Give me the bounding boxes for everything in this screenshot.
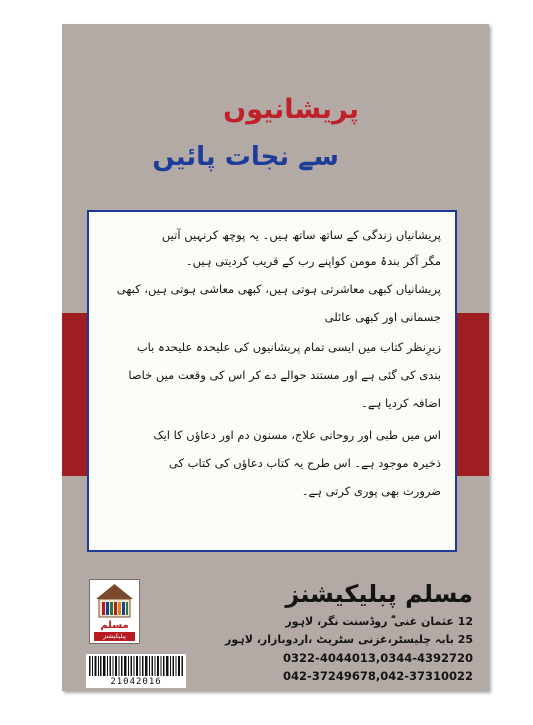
title-line-1: پریشانیوں [223, 94, 359, 125]
publisher-logo [89, 579, 140, 644]
description-box [87, 210, 457, 552]
description-line: پریشانیاں کبھی معاشرتی ہوتی ہیں، کبھی معاشی ہوتی ہیں، کبھی [116, 282, 441, 296]
phone-line-1: 0322-4044013,0344-4392720 [283, 651, 473, 665]
description-line: مگر آکر بندۂ مومن کواپنے رب کے قریب کردیتی ہیں۔ [185, 254, 441, 268]
phone-line-2: 042-37249678,042-37310022 [283, 669, 473, 683]
description-line: اس میں طبی اور روحانی علاج، مسنون دم اور دعاؤں کا ایک [153, 428, 441, 442]
description-line: زیرِنظر کتاب میں ایسی تمام پریشانیوں کی علیحدہ علیحدہ باب [136, 340, 441, 354]
barcode-bars [89, 656, 183, 676]
publisher-name: مسلم پبلیکیشنز [285, 580, 473, 608]
description-line: اضافہ کردیا ہے۔ [361, 396, 441, 410]
barcode-number: 21042016 [110, 677, 162, 687]
logo-wordmark: مسلم [100, 620, 129, 631]
title-line-2: سے نجات پائیں [152, 142, 339, 172]
book-back-cover [62, 24, 489, 691]
logo-subtitle: پبلیکیشنز [94, 632, 135, 641]
description-line: پریشانیاں زندگی کے ساتھ ساتھ ہیں۔ یہ پوچھ کرنہیں آتیں [161, 228, 441, 242]
address-line-1: 12 عثمان غنی ؓ روڈسنت نگر، لاہور [285, 615, 473, 628]
description-line: ضرورت بھی پوری کرتی ہے۔ [301, 484, 441, 498]
barcode [86, 654, 186, 688]
book-shelf-icon [90, 582, 139, 620]
description-line: ذخیرہ موجود ہے۔ اس طرح یہ کتاب دعاؤں کی کتاب کی [168, 456, 441, 470]
address-line-2: 25 بابہ چلیسٹر،غزنی سٹریٹ ،اردوبازار، لاہور [225, 633, 473, 646]
description-line: بندی کی گئی ہے اور مستند حوالے دے کر اس کی وقعت میں خاصا [128, 368, 441, 382]
description-line: جسمانی اور کبھی عائلی [324, 310, 441, 324]
